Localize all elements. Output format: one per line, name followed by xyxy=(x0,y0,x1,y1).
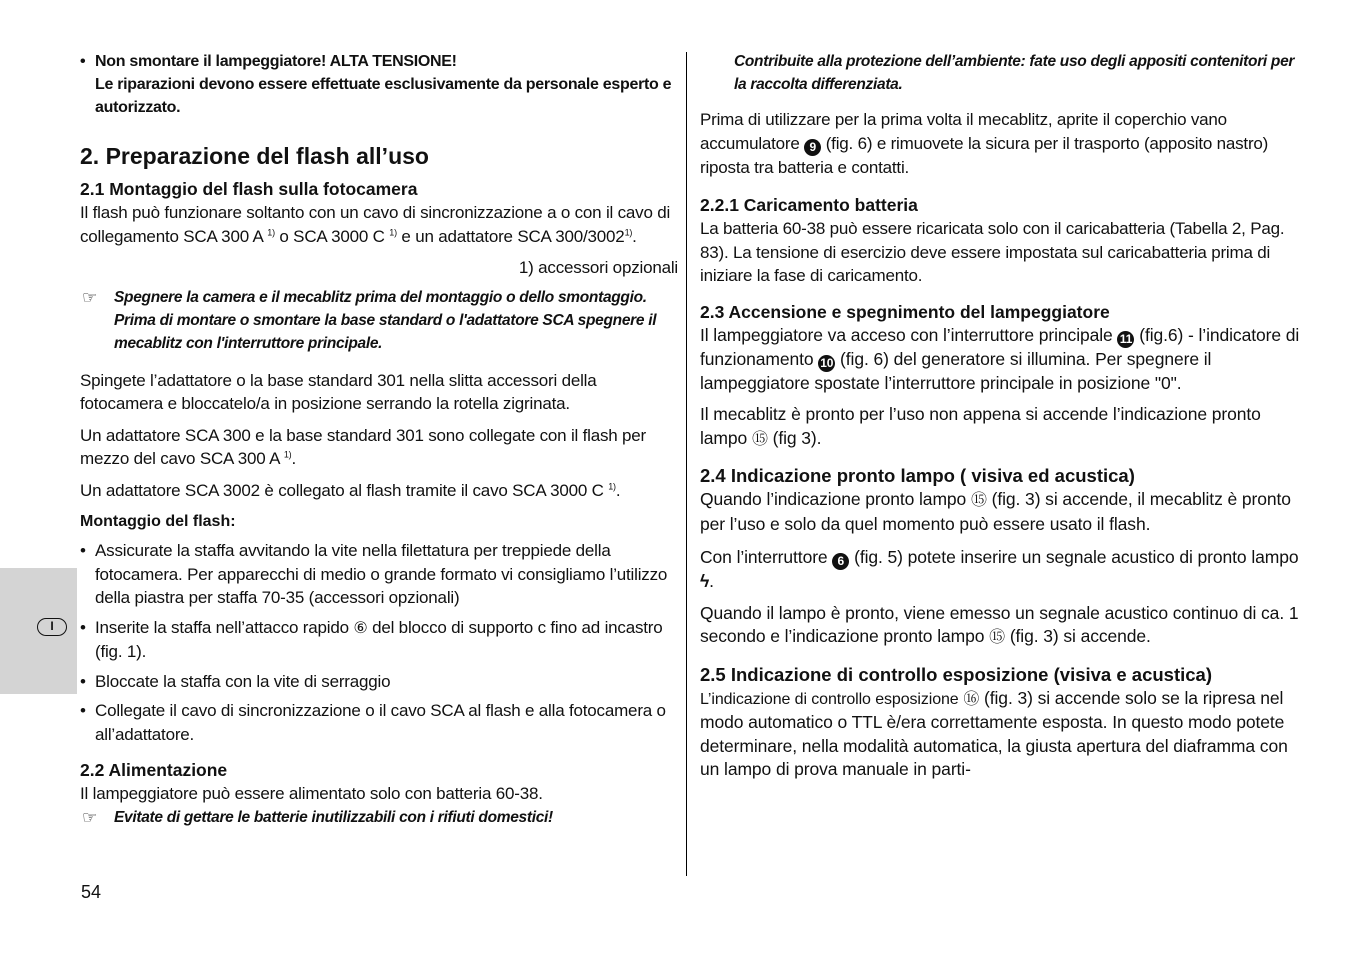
para-quando xyxy=(700,602,1300,650)
note-batterie xyxy=(80,806,678,829)
heading-2-4: 2.4 Indicazione pronto lampo ( visiva ed acustica) xyxy=(700,465,1135,486)
para-2-4-text-b: (fig. 3) si accende, il mecablitz è pronto per l’uso e solo da quel momento può essere usato il flash. xyxy=(700,489,1291,534)
heading-2-2: 2.2 Alimentazione xyxy=(80,760,228,780)
note-text: Spegnere la camera e il mecablitz prima del montaggio o dello smontaggio. Prima di montare o smontare la base standard o l'adattatore SCA spegnere il mecablitz con l'interruttore principale. xyxy=(114,288,657,352)
callout-number: ⑯ xyxy=(963,690,980,708)
pointing-hand-icon: ☞ xyxy=(82,287,97,307)
left-column xyxy=(80,50,678,829)
language-badge: I xyxy=(37,618,67,636)
para-2-3-text-c: (fig. 6) del generatore si illumina. Per spegnere il lampeggiatore spostate l’interruttore principale in posizione "0". xyxy=(700,348,1212,393)
para-2-1-text-b: o SCA 3000 C xyxy=(279,226,385,246)
para-2-4 xyxy=(700,488,1300,536)
footnote-mark: 1) xyxy=(267,226,275,237)
para-sca300-end: . xyxy=(291,449,296,468)
para-interruttore-text-b: (fig. 5) potete inserire un segnale acustico di pronto lampo xyxy=(854,547,1299,567)
note-text: Evitate di gettare le batterie inutilizzabili con i rifiuti domestici! xyxy=(114,808,553,826)
callout-number: ⑥ xyxy=(353,619,368,637)
section-heading: 2. Preparazione del flash all’uso xyxy=(80,143,429,169)
footnote-mark: 1) xyxy=(608,480,616,491)
para-2-1-text-d: . xyxy=(632,226,637,246)
flash-ready-icon: ϟ xyxy=(700,571,710,591)
para-spingete: Spingete l’adattatore o la base standard 301 nella slitta accessori della fotocamera e bloccatelo/a in posizione serrando la rotella zigrinata. xyxy=(80,370,597,413)
heading-2-5: 2.5 Indicazione di controllo esposizione (visiva e acustica) xyxy=(700,663,1212,685)
callout-number: 11 xyxy=(1117,331,1134,348)
footnote-mark: 1) xyxy=(624,226,633,237)
para-pronto xyxy=(700,403,1300,451)
bullet-inserite-text-b: del blocco di supporto c fino ad incastro (fig. 1). xyxy=(95,617,663,661)
callout-number: 9 xyxy=(804,139,821,156)
para-sca3002-text: Un adattatore SCA 3002 è collegato al flash tramite il cavo SCA 3000 C xyxy=(80,480,604,500)
page-number: 54 xyxy=(81,882,102,902)
para-interruttore-end: . xyxy=(709,571,714,591)
para-2-1-text-c: e un adattatore SCA 300/3002 xyxy=(401,226,625,246)
warning-block xyxy=(80,50,678,119)
bullet-assicurate: • Assicurate la staffa avvitando la vite nella filettatura per treppiede della fotocamera. Per apparecchi di medio o grande formato vi consigliamo l’utilizzo della piastra per staffa 70-35 (accessori opzionali) xyxy=(80,539,678,610)
para-2-4-text-a: Quando l’indicazione pronto lampo xyxy=(700,489,967,509)
heading-2-3: 2.3 Accensione e spegnimento del lampeggiatore xyxy=(700,301,1110,322)
para-2-5 xyxy=(700,687,1300,782)
para-2-2-1: La batteria 60-38 può essere ricaricata solo con il caricabatteria (Tabella 2, Pag. 83). La tensione di esercizio deve essere impostata sul caricabatteria prima di iniziare la fase di caricamento. xyxy=(700,219,1285,285)
bullet-bloccate: • Bloccate la staffa con la vite di serraggio xyxy=(80,670,678,694)
para-2-2: Il lampeggiatore può essere alimentato solo con batteria 60-38. xyxy=(80,784,543,803)
para-sca3002-end: . xyxy=(615,480,621,500)
footnote: 1) accessori opzionali xyxy=(518,258,678,277)
para-quando-text-a: Quando il lampo è pronto, viene emesso un segnale acustico continuo di ca. 1 secondo e l’indicazione pronto lampo xyxy=(700,602,1299,646)
callout-number: ⑮ xyxy=(751,430,768,448)
para-2-1-text-a: Il flash può funzionare soltanto con un cavo di sincronizzazione a o con il cavo di collegamento SCA 300 A xyxy=(80,203,671,246)
bullet-inserite xyxy=(80,616,678,664)
heading-2-1: 2.1 Montaggio del flash sulla fotocamera xyxy=(80,179,418,199)
para-interruttore xyxy=(700,546,1300,594)
para-2-5-text-a: L’indicazione di controllo esposizione xyxy=(700,690,959,708)
pointing-hand-icon: ☞ xyxy=(82,807,97,827)
para-2-3-text-a: Il lampeggiatore va acceso con l’interruttore principale xyxy=(700,324,1113,345)
right-column xyxy=(700,50,1300,782)
callout-number: ⑮ xyxy=(970,492,987,509)
para-2-3-text-b: (fig.6) - l’indicatore di funzionamento xyxy=(700,324,1300,369)
footnote-mark: 1) xyxy=(389,226,397,237)
montaggio-title: Montaggio del flash: xyxy=(80,513,236,530)
para-2-5-text-b: (fig. 3) si accende solo se la ripresa nel modo automatico o TTL è/era correttamente esposta. In questo modo potete determinare, nella modalità automatica, la giusta apertura del diaframma con un lampo di prova manuale in parti- xyxy=(700,687,1288,779)
warning-line1: • Non smontare il lampeggiatore! ALTA TENSIONE! xyxy=(95,53,457,70)
para-2-1 xyxy=(80,201,678,248)
note-spegnere xyxy=(80,286,678,355)
para-pronto-text-b: (fig 3). xyxy=(772,427,822,448)
environment-note: Contribuite alla protezione dell’ambiente: fate uso degli appositi contenitori per la raccolta differenziata. xyxy=(734,53,1295,93)
para-2-3 xyxy=(700,324,1300,396)
heading-2-2-1: 2.2.1 Caricamento batteria xyxy=(700,195,918,215)
para-pronto-text-a: Il mecablitz è pronto per l’uso non appena si accende l’indicazione pronto lampo xyxy=(700,404,1261,448)
para-sca300 xyxy=(80,424,678,471)
para-prima xyxy=(700,108,1300,179)
callout-number: 10 xyxy=(820,355,834,370)
para-prima-text-b: (fig. 6) e rimuovete la sicura per il trasporto (apposito nastro) riposta tra batteria e contatti. xyxy=(700,133,1269,177)
column-divider xyxy=(686,52,687,876)
para-prima-text-a: Prima di utilizzare per la prima volta il mecablitz, aprite il coperchio vano accumulatore xyxy=(700,110,1227,153)
bullet-inserite-text-a: Inserite la staffa nell’attacco rapido xyxy=(95,617,349,637)
footnote-mark: 1) xyxy=(283,449,292,460)
callout-number: 6 xyxy=(832,553,849,570)
callout-number: ⑮ xyxy=(989,629,1006,646)
para-interruttore-text-a: Con l’interruttore xyxy=(700,547,828,567)
warning-line2: Le riparazioni devono essere effettuate esclusivamente da personale esperto e autorizzato. xyxy=(95,76,672,116)
para-sca3002 xyxy=(80,479,678,503)
para-quando-text-b: (fig. 3) si accende. xyxy=(1009,626,1151,646)
para-sca300-text: Un adattatore SCA 300 e la base standard 301 sono collegate con il flash per mezzo del cavo SCA 300 A xyxy=(80,425,647,468)
bullet-collegate: • Collegate il cavo di sincronizzazione o il cavo SCA al flash e alla fotocamera o all’adattatore. xyxy=(80,699,678,746)
